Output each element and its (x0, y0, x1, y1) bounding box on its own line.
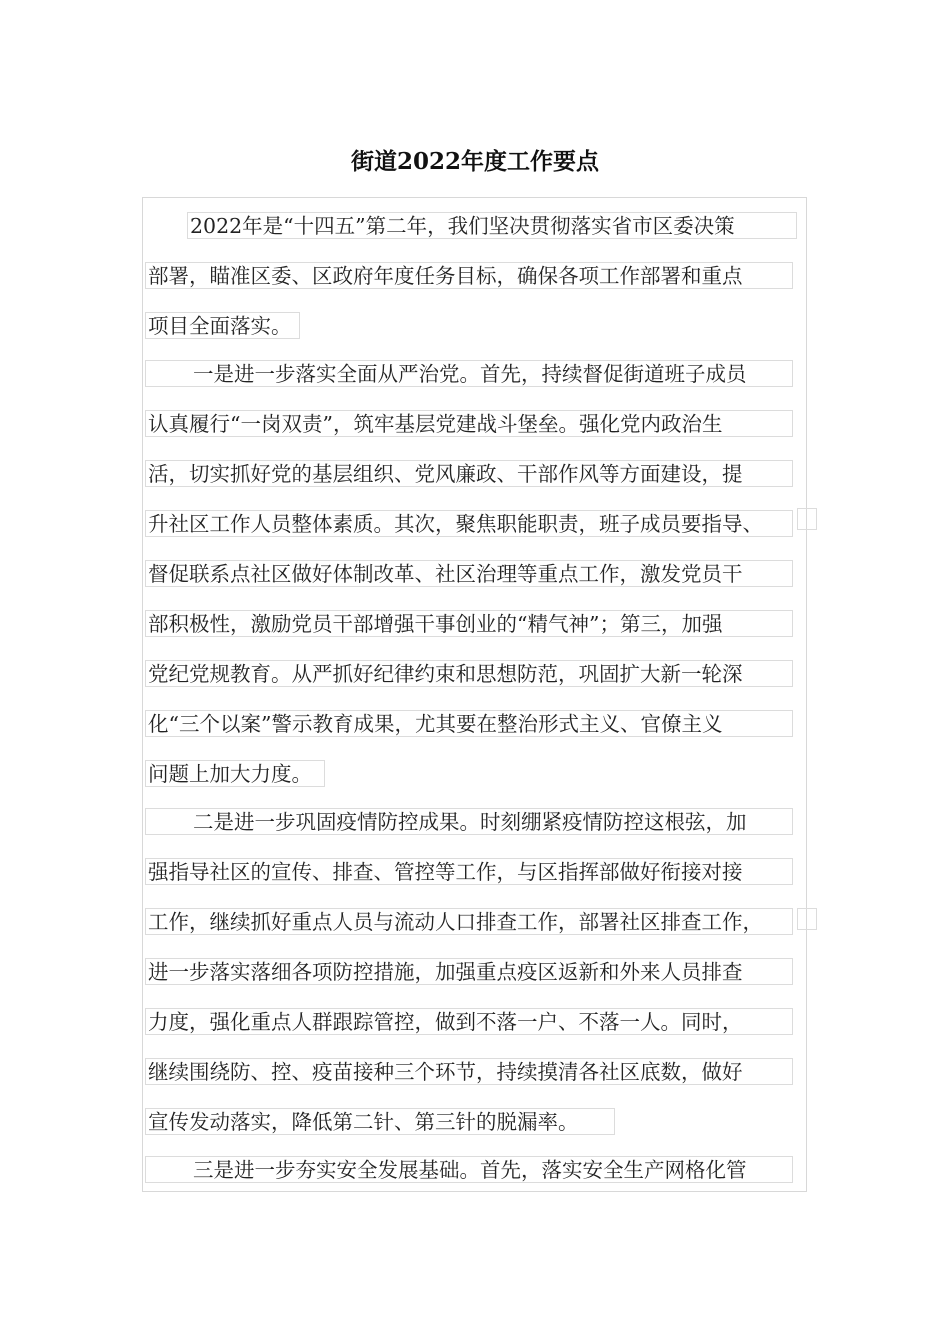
text-line: 二是进一步巩固疫情防控成果。时刻绷紧疫情防控这根弦，加 (145, 808, 793, 835)
text-line: 督促联系点社区做好体制改革、社区治理等重点工作，激发党员干 (145, 560, 793, 587)
text-line: 一是进一步落实全面从严治党。首先，持续督促街道班子成员 (145, 360, 793, 387)
text-line: 工作，继续抓好重点人员与流动人口排查工作，部署社区排查工作， (145, 908, 793, 935)
document-title: 街道2022年度工作要点 (350, 148, 599, 175)
text-line: 活，切实抓好党的基层组织、党风廉政、干部作风等方面建设，提 (145, 460, 793, 487)
text-line: 党纪党规教育。从严抓好纪律约束和思想防范，巩固扩大新一轮深 (145, 660, 793, 687)
text-line: 部积极性，激励党员干部增强干事创业的“精气神”；第三，加强 (145, 610, 793, 637)
text-line: 认真履行“一岗双责”，筑牢基层党建战斗堡垒。强化党内政治生 (145, 410, 793, 437)
text-line: 强指导社区的宣传、排查、管控等工作，与区指挥部做好衔接对接 (145, 858, 793, 885)
text-line: 项目全面落实。 (145, 312, 300, 339)
text-line: 力度，强化重点人群跟踪管控，做到不落一户、不落一人。同时， (145, 1008, 793, 1035)
margin-marker (797, 508, 817, 530)
text-line: 化“三个以案”警示教育成果，尤其要在整治形式主义、官僚主义 (145, 710, 793, 737)
text-line: 进一步落实落细各项防控措施，加强重点疫区返新和外来人员排查 (145, 958, 793, 985)
text-line: 继续围绕防、控、疫苗接种三个环节，持续摸清各社区底数，做好 (145, 1058, 793, 1085)
text-line: 2022年是“十四五”第二年，我们坚决贯彻落实省市区委决策 (187, 212, 797, 239)
text-line: 部署，瞄准区委、区政府年度任务目标，确保各项工作部署和重点 (145, 262, 793, 289)
text-line: 三是进一步夯实安全发展基础。首先，落实安全生产网格化管 (145, 1156, 793, 1183)
text-line: 宣传发动落实，降低第二针、第三针的脱漏率。 (145, 1108, 615, 1135)
text-line: 升社区工作人员整体素质。其次，聚焦职能职责，班子成员要指导、 (145, 510, 793, 537)
margin-marker (797, 908, 817, 930)
page-frame (142, 197, 807, 1192)
text-line: 问题上加大力度。 (145, 760, 325, 787)
